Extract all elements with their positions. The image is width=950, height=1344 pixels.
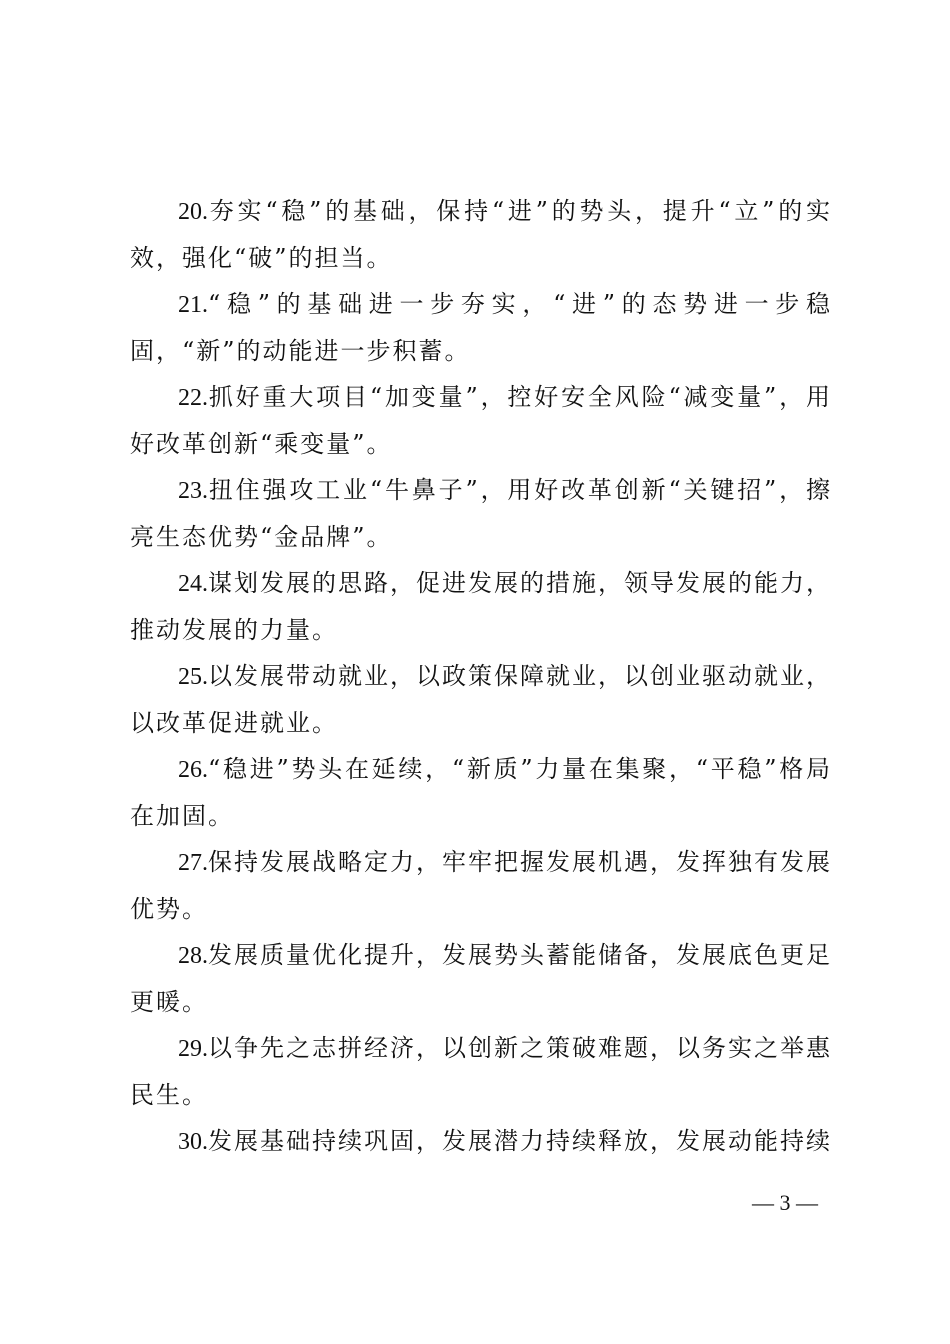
item-text: 发展质量优化提升，发展势头蓄能储备，发展底色更足更暖。 bbox=[130, 941, 832, 1016]
paragraph-26 bbox=[130, 746, 832, 839]
item-text: “稳进”势头在延续，“新质”力量在集聚，“平稳”格局在加固。 bbox=[130, 755, 832, 830]
item-number: 30. bbox=[178, 1129, 208, 1155]
item-number: 22. bbox=[178, 385, 208, 411]
paragraph-27 bbox=[130, 839, 832, 932]
item-text: 夯实“稳”的基础，保持“进”的势头，提升“立”的实效，强化“破”的担当。 bbox=[130, 197, 832, 272]
paragraph-30 bbox=[130, 1118, 832, 1165]
item-text: 保持发展战略定力，牢牢把握发展机遇，发挥独有发展优势。 bbox=[130, 848, 832, 923]
paragraph-25 bbox=[130, 653, 832, 746]
paragraph-24 bbox=[130, 560, 832, 653]
item-number: 29. bbox=[178, 1036, 208, 1062]
item-number: 27. bbox=[178, 850, 208, 876]
item-text: 发展基础持续巩固，发展潜力持续释放，发展动能持续 bbox=[208, 1127, 832, 1155]
document-body bbox=[130, 188, 832, 1165]
item-number: 24. bbox=[178, 571, 208, 597]
item-number: 28. bbox=[178, 943, 208, 969]
item-number: 26. bbox=[178, 757, 208, 783]
paragraph-21 bbox=[130, 281, 832, 374]
paragraph-29 bbox=[130, 1025, 832, 1118]
paragraph-28 bbox=[130, 932, 832, 1025]
paragraph-23 bbox=[130, 467, 832, 560]
paragraph-22 bbox=[130, 374, 832, 467]
item-number: 21. bbox=[178, 292, 208, 318]
item-number: 25. bbox=[178, 664, 208, 690]
item-text: “稳”的基础进一步夯实，“进”的态势进一步稳固，“新”的动能进一步积蓄。 bbox=[130, 290, 832, 365]
item-text: 扭住强攻工业“牛鼻子”，用好改革创新“关键招”，擦亮生态优势“金品牌”。 bbox=[130, 476, 832, 551]
page-number: — 3 — bbox=[752, 1190, 818, 1215]
item-text: 谋划发展的思路，促进发展的措施，领导发展的能力，推动发展的力量。 bbox=[130, 569, 832, 644]
item-text: 以发展带动就业，以政策保障就业，以创业驱动就业，以改革促进就业。 bbox=[130, 662, 832, 737]
item-number: 23. bbox=[178, 478, 208, 504]
paragraph-20 bbox=[130, 188, 832, 281]
item-text: 抓好重大项目“加变量”，控好安全风险“减变量”，用好改革创新“乘变量”。 bbox=[130, 383, 832, 458]
item-number: 20. bbox=[178, 199, 208, 225]
item-text: 以争先之志拼经济，以创新之策破难题，以务实之举惠民生。 bbox=[130, 1034, 832, 1109]
